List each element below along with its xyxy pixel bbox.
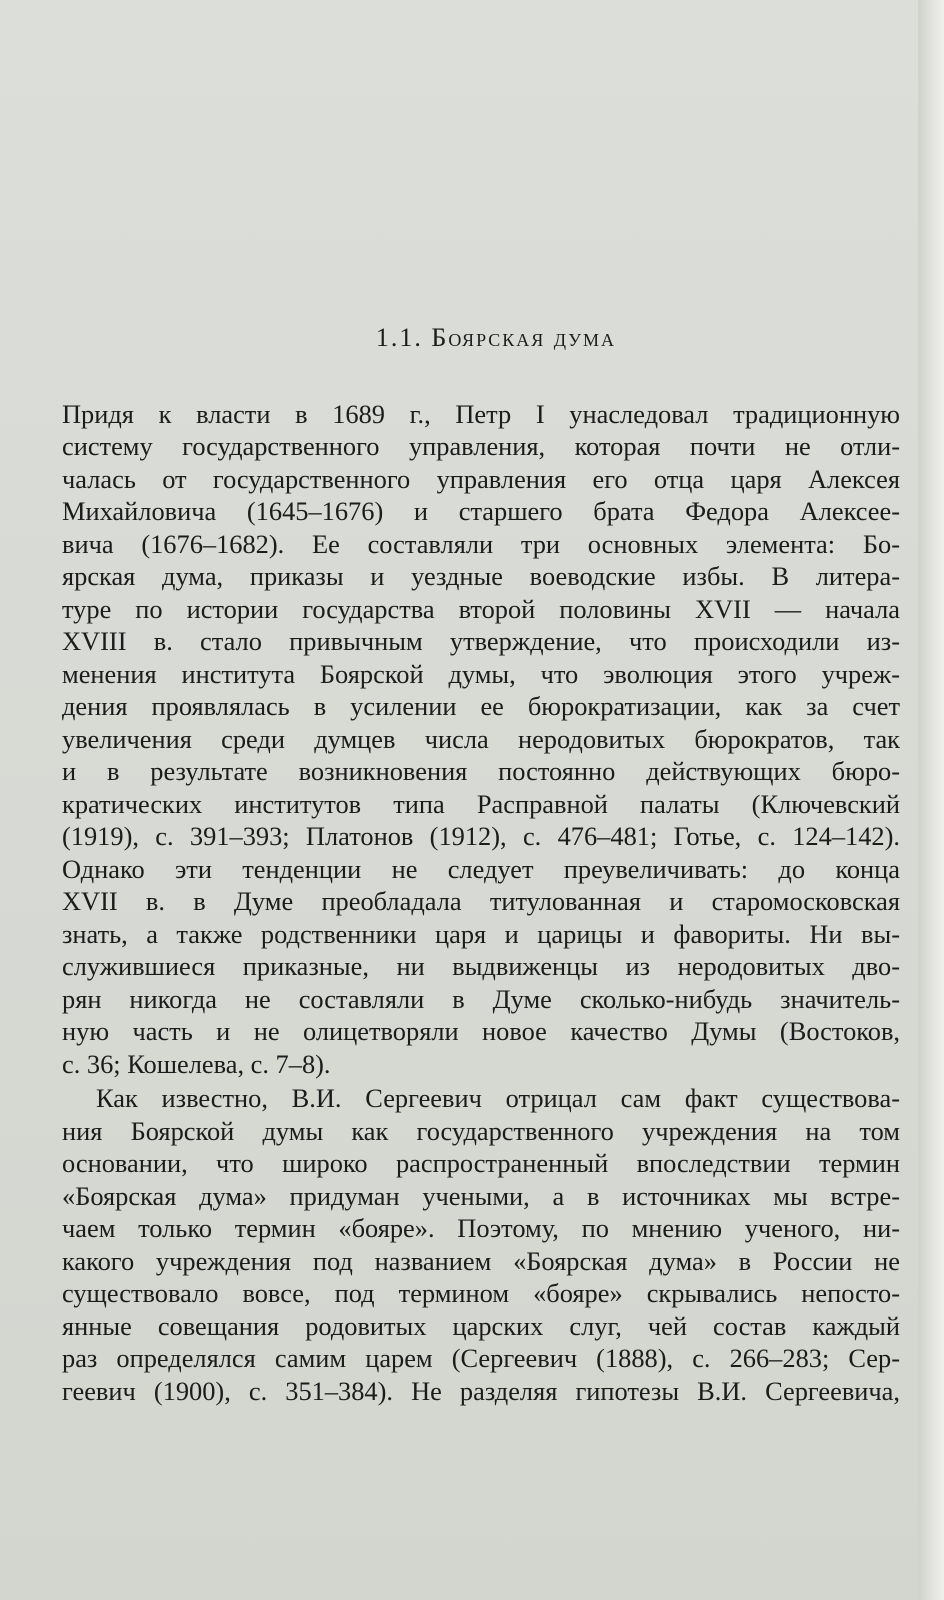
text-line: служившиеся приказные, ни выдвиженцы из неродовитых дво-: [62, 951, 900, 981]
text-line: менения института Боярской думы, что эволюция этого учреж-: [62, 658, 900, 689]
text-line: знать, а также родственники царя и царицы и фавориты. Ни вы-: [62, 918, 900, 949]
text-line: чаем только термин «бояре». Поэтому, по мнению ученого, ни-: [62, 1213, 900, 1243]
text-line: ярская дума, приказы и уездные воеводские избы. В литера-: [62, 561, 900, 591]
text-line: Как известно, В.И. Сергеевич отрицал сам факт существова-: [96, 1083, 900, 1113]
paragraph-1: [62, 398, 900, 1081]
text-line: ния Боярской думы как государственного учреждения на том: [62, 1115, 900, 1146]
text-line: с. 36; Кошелева, с. 7–8).: [62, 1048, 331, 1079]
text-line: дения проявлялась в усилении ее бюрократизации, как за счет: [62, 691, 900, 721]
text-line: основании, что широко распространенный впоследствии термин: [62, 1148, 900, 1178]
paragraph-2: [62, 1082, 900, 1407]
page-content: [62, 322, 900, 1407]
text-line: (1919), с. 391–393; Платонов (1912), с. 476–481; Готье, с. 124–142).: [62, 821, 900, 851]
text-line: рян никогда не составляли в Думе сколько-нибудь значитель-: [62, 983, 900, 1014]
section-title: 1.1. Боярская дума: [375, 323, 617, 352]
text-line: и в результате возникновения постоянно действующих бюро-: [62, 756, 900, 786]
text-line: геевич (1900), с. 351–384). Не разделяя гипотезы В.И. Сергеевича,: [62, 1375, 900, 1406]
text-line: чалась от государственного управления его отца царя Алексея: [62, 463, 900, 494]
text-line: кратических институтов типа Расправной палаты (Ключевский: [62, 788, 900, 819]
text-line: систему государственного управления, которая почти не отли-: [62, 431, 900, 461]
text-line: увеличения среди думцев числа неродовитых бюрократов, так: [62, 723, 900, 754]
text-line: Придя к власти в 1689 г., Петр I унаследовал традиционную: [62, 398, 900, 429]
text-line: Михайловича (1645–1676) и старшего брата Федора Алексее-: [62, 496, 900, 526]
text-line: «Боярская дума» придуман учеными, а в источниках мы встре-: [62, 1180, 900, 1211]
page-edge: [918, 0, 944, 1600]
text-line: существовало вовсе, под термином «бояре» скрывались непосто-: [62, 1278, 900, 1308]
text-line: Однако эти тенденции не следует преувеличивать: до конца: [62, 853, 900, 884]
text-line: янные совещания родовитых царских слуг, чей состав каждый: [62, 1310, 900, 1341]
text-line: XVIII в. стало привычным утверждение, что происходили из-: [62, 626, 900, 656]
text-line: какого учреждения под названием «Боярская дума» в России не: [62, 1245, 900, 1276]
text-line: XVII в. в Думе преобладала титулованная и старомосковская: [62, 886, 900, 916]
text-line: раз определялся самим царем (Сергеевич (1888), с. 266–283; Сер-: [62, 1343, 900, 1373]
text-line: ную часть и не олицетворяли новое качество Думы (Востоков,: [62, 1016, 900, 1046]
text-line: туре по истории государства второй половины XVII — начала: [62, 593, 900, 624]
text-line: вича (1676–1682). Ее составляли три основных элемента: Бо-: [62, 528, 900, 559]
